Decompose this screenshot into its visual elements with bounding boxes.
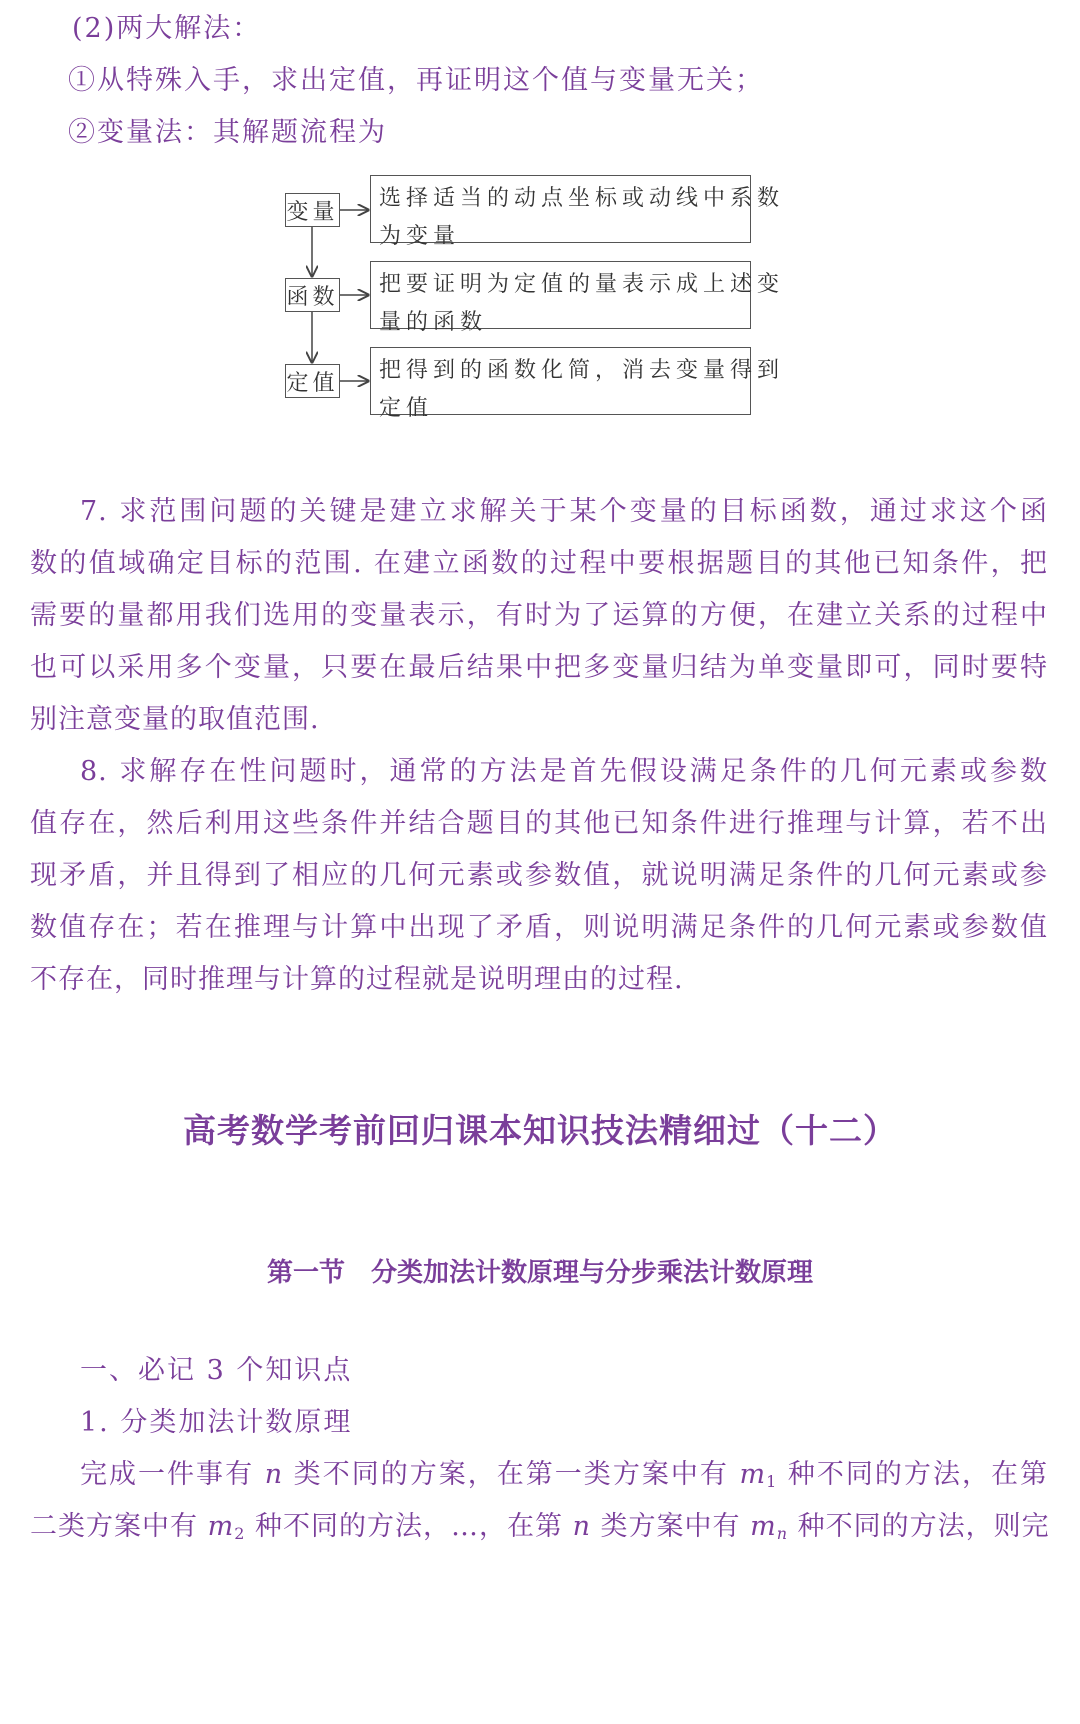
methods-heading: (2)两大解法： bbox=[72, 13, 262, 44]
item-8-line-4: 数值存在；若在推理与计算中出现了矛盾，则说明满足条件的几何元素或参数值 bbox=[30, 912, 1048, 943]
knowledge-heading: 一、必记 3 个知识点 bbox=[80, 1355, 353, 1386]
var-mn: m bbox=[750, 1511, 777, 1542]
flow-step-2-desc-line1: 把要证明为定值的量表示成上述变 bbox=[379, 272, 785, 297]
item-8-line-3: 现矛盾，并且得到了相应的几何元素或参数值，就说明满足条件的几何元素或参 bbox=[30, 860, 1048, 891]
item-7-line-1: 7. 求范围问题的关键是建立求解关于某个变量的目标函数，通过求这个函 bbox=[80, 496, 1048, 527]
item-7-line-5: 别注意变量的取值范围. bbox=[30, 704, 320, 735]
principle-line-2: 二类方案中有 $m_2$ 种不同的方法，…，在第 n 类方案中有 $m_n$ 种不同的方法，则完 bbox=[30, 1511, 1050, 1543]
flow-step-2-desc bbox=[370, 261, 785, 335]
item-8-line-2: 值存在，然后利用这些条件并结合题目的其他已知条件进行推理与计算，若不出 bbox=[30, 808, 1048, 839]
flow-step-2-label: 函数 bbox=[285, 278, 340, 312]
item-8-line-5: 不存在，同时推理与计算的过程就是说明理由的过程. bbox=[30, 964, 684, 995]
flow-step-1-desc-line1: 选择适当的动点坐标或动线中系数 bbox=[379, 186, 785, 211]
method-1: ①从特殊入手，求出定值，再证明这个值与变量无关； bbox=[68, 65, 764, 96]
item-7-line-3: 需要的量都用我们选用的变量表示，有时为了运算的方便，在建立关系的过程中 bbox=[30, 600, 1048, 631]
flow-step-3-label: 定值 bbox=[285, 364, 340, 398]
flow-step-1-label: 变量 bbox=[285, 193, 340, 227]
var-n: n bbox=[264, 1459, 284, 1490]
var-m2: m bbox=[207, 1511, 235, 1542]
flow-step-3-desc-line2: 定值 bbox=[379, 396, 434, 421]
principle-line-1: 完成一件事有 n 类不同的方案，在第一类方案中有 $m_1$ 种不同的方法，在第 bbox=[80, 1459, 1048, 1491]
item-7-line-4: 也可以采用多个变量，只要在最后结果中把多变量归结为单变量即可，同时要特 bbox=[30, 652, 1048, 683]
item-7-line-2: 数的值域确定目标的范围. 在建立函数的过程中要根据题目的其他已知条件，把 bbox=[30, 548, 1048, 579]
var-n-2: n bbox=[572, 1511, 591, 1542]
main-title: 高考数学考前回归课本知识技法精细过（十二） bbox=[183, 1111, 897, 1150]
knowledge-sub-1: 1. 分类加法计数原理 bbox=[80, 1407, 353, 1438]
item-8-line-1: 8. 求解存在性问题时，通常的方法是首先假设满足条件的几何元素或参数 bbox=[80, 756, 1048, 787]
flow-step-2-desc-line2: 量的函数 bbox=[379, 310, 488, 335]
flow-step-1-desc-line2: 为变量 bbox=[379, 224, 461, 249]
flow-step-3-desc-line1: 把得到的函数化简，消去变量得到 bbox=[379, 358, 785, 383]
section-title: 第一节 分类加法计数原理与分步乘法计数原理 bbox=[266, 1258, 813, 1288]
flow-step-1-desc bbox=[370, 175, 785, 249]
method-2: ②变量法：其解题流程为 bbox=[68, 117, 387, 148]
flow-step-3-desc bbox=[370, 347, 785, 421]
var-m1: m bbox=[739, 1459, 767, 1490]
